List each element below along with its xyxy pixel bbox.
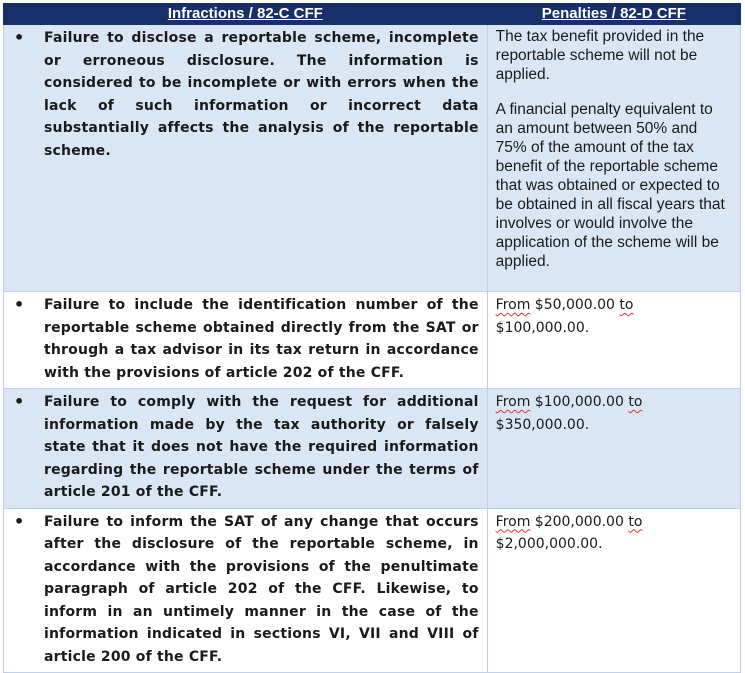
penalty-amount: From $200,000.00 to $2,000,000.00. [495,513,643,552]
infraction-text: Failure to inform the SAT of any change that occurs after the disclosure of the reportable scheme, in accordance with the provisions of the penultimate paragraph of article 202 of the CFF. Likewise, to inform in an untimely manner in the case of the information indicated in sections VI, VII and VIII of article 200 of the CFF. [44,513,479,665]
penalty-cell [487,508,740,673]
bullet-icon: • [14,295,25,314]
bullet-icon: • [14,511,25,531]
penalty-cell [487,292,740,389]
table-header-row [4,4,741,25]
penalty-text: The tax benefit provided in the reportable scheme will not be applied. [495,28,705,83]
infraction-cell [4,389,488,509]
penalty-cell [487,389,740,509]
bullet-icon: • [14,28,25,47]
infraction-text: Failure to comply with the request for additional information made by the tax authority or falsely state that it does not have the required information regarding the reportable scheme under the terms of article 201 of the CFF. [44,394,479,500]
table-row [4,25,741,292]
infractions-header: Infractions / 82-C CFF [4,4,488,25]
penalty-amount: From $50,000.00 to $100,000.00. [495,297,634,336]
infraction-cell [4,25,488,292]
infraction-cell [4,292,488,389]
infraction-text: Failure to disclose a reportable scheme, incomplete or erroneous disclosure. The information is considered to be incomplete or with errors when the lack of such information or incorrect data substantially affects the analysis of the reportable scheme. [44,30,479,159]
penalty-text: A financial penalty equivalent to an amount between 50% and 75% of the amount of the tax benefit of the reportable scheme that was obtained or expected to be obtained in all fiscal years that involves or would involve the application of the scheme will be applied. [495,101,725,270]
bullet-icon: • [14,392,25,411]
table-row [4,389,741,509]
penalty-cell [487,25,740,292]
table-row [4,508,741,673]
infraction-text: Failure to include the identification number of the reportable scheme obtained directly from the SAT or through a tax advisor in its tax return in accordance with the provisions of article 202 of the CFF. [44,297,479,381]
penalties-header: Penalties / 82-D CFF [487,4,740,25]
penalty-amount: From $100,000.00 to $350,000.00. [495,394,643,433]
table-row [4,292,741,389]
infractions-penalties-table [3,3,741,673]
infraction-cell [4,508,488,673]
